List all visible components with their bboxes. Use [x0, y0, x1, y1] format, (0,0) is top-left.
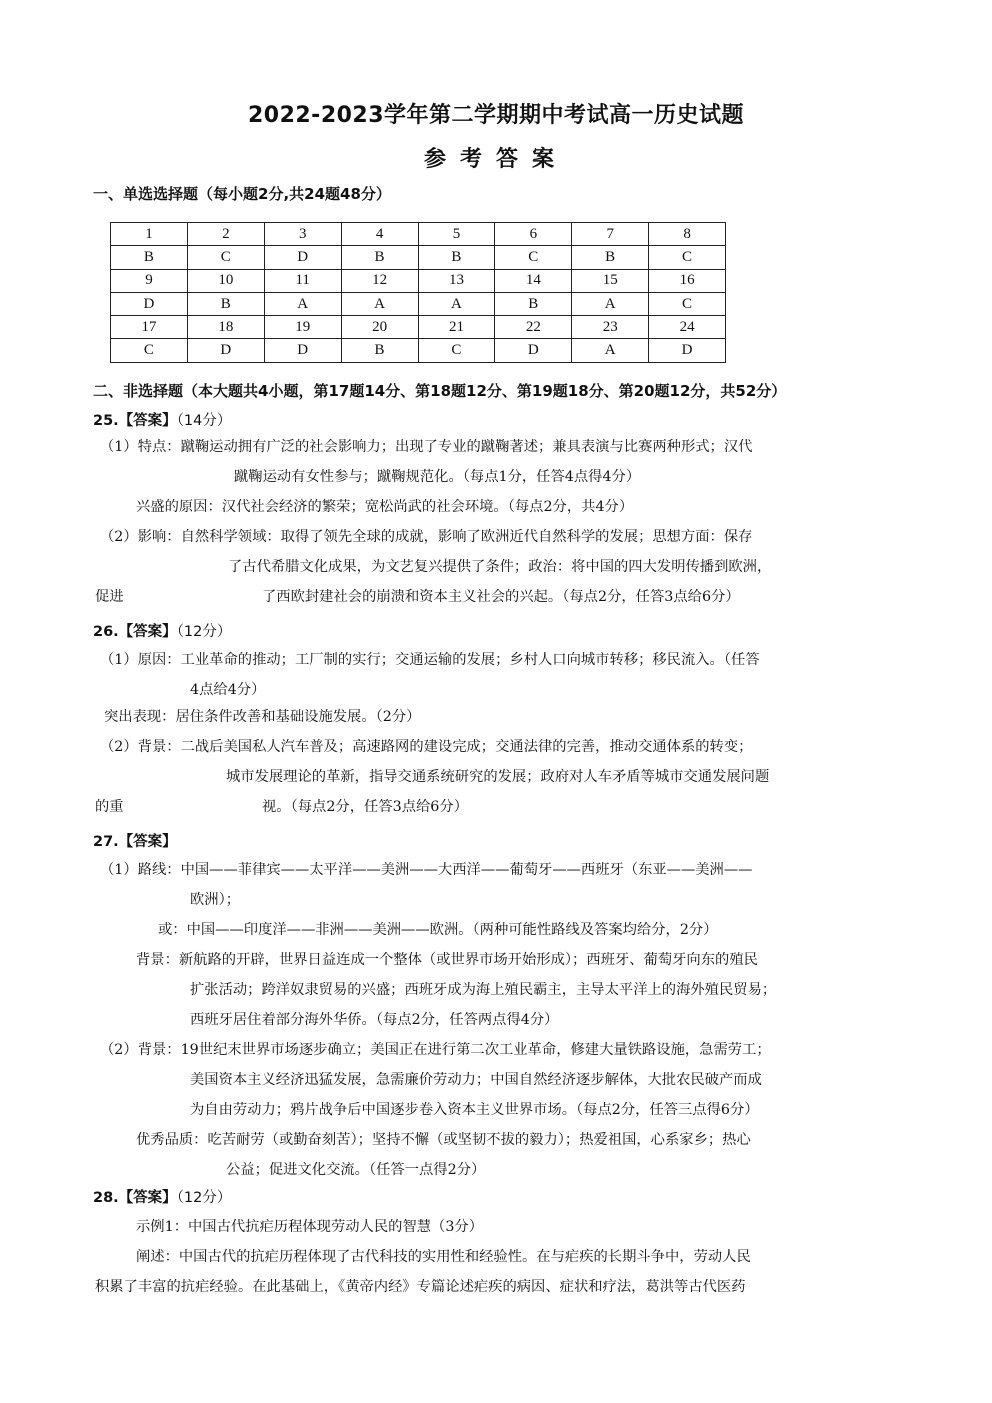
q25-line-5: 了古代希腊文化成果，为文艺复兴提供了条件；政治：将中国的四大发明传播到欧洲， — [228, 559, 772, 575]
answer-table-cell: 5 — [418, 223, 495, 246]
answer-table-cell: 22 — [495, 316, 572, 339]
answer-table-cell: C — [649, 246, 726, 269]
q26-line-1: （1）原因：工业革命的推动；工厂制的实行；交通运输的发展；乡村人口向城市转移；移民流入。（任答 — [100, 652, 760, 668]
q27-line-6: 西班牙居住着部分海外华侨。（每点2分，任答两点得4分） — [190, 1012, 559, 1028]
q26-line-3: 突出表现：居住条件改善和基础设施发展。（2分） — [104, 709, 421, 725]
answer-table-cell: B — [418, 246, 495, 269]
answer-table-cell: B — [495, 292, 572, 315]
q27-line-11: 公益；促进文化交流。（任答一点得2分） — [226, 1162, 486, 1178]
page-title: 2022-2023学年第二学期期中考试高一历史试题 — [247, 103, 745, 128]
answer-table-row — [111, 339, 726, 362]
q27-line-4: 背景：新航路的开辟，世界日益连成一个整体（或世界市场开始形成）；西班牙、葡萄牙向东的殖民 — [136, 952, 758, 968]
q26-line-6: 视。（每点2分，任答3点给6分） — [262, 799, 468, 815]
section-2-heading: 二、非选择题（本大题共4小题，第17题14分、第18题12分、第19题18分、第20题12分，共52分） — [93, 382, 787, 400]
q26-line-4: （2）背景：二战后美国私人汽车普及；高速路网的建设完成；交通法律的完善，推动交通体系的转变； — [100, 739, 753, 755]
answer-table-cell: B — [341, 246, 418, 269]
answer-table-cell: 7 — [572, 223, 649, 246]
answer-table-cell: 23 — [572, 316, 649, 339]
answer-table-cell: C — [495, 246, 572, 269]
answer-table-cell: B — [341, 339, 418, 362]
q27-line-1: （1）路线：中国——菲律宾——太平洋——美洲——大西洋——葡萄牙——西班牙（东亚——美洲—— — [100, 862, 753, 878]
q28-heading — [93, 1186, 231, 1207]
q27-line-8: 美国资本主义经济迅猛发展，急需廉价劳动力；中国自然经济逐步解体，大批农民破产而成 — [190, 1072, 762, 1088]
answer-table-cell: 11 — [264, 269, 341, 292]
q26-line-5: 城市发展理论的革新，指导交通系统研究的发展；政府对人车矛盾等城市交通发展问题 — [226, 769, 770, 785]
answer-table-cell: 24 — [649, 316, 726, 339]
answer-table — [110, 222, 726, 363]
answer-table-cell: A — [418, 292, 495, 315]
answer-table-cell: 19 — [264, 316, 341, 339]
q27-line-10: 优秀品质：吃苦耐劳（或勤奋刻苦）；坚持不懈（或坚韧不拔的毅力）；热爱祖国，心系家乡；热心 — [136, 1132, 751, 1148]
q25-line-3: 兴盛的原因：汉代社会经济的繁荣；宽松尚武的社会环境。（每点2分，共4分） — [136, 499, 634, 515]
answer-table-cell: D — [649, 339, 726, 362]
answer-table-cell: 10 — [187, 269, 264, 292]
answer-table-cell: D — [495, 339, 572, 362]
answer-table-row — [111, 246, 726, 269]
answer-table-cell: C — [111, 339, 188, 362]
answer-table-cell: 4 — [341, 223, 418, 246]
answer-table-cell: 21 — [418, 316, 495, 339]
q28-score: （12分） — [176, 1190, 232, 1206]
answer-table-cell: A — [572, 292, 649, 315]
answer-table-cell: 9 — [111, 269, 188, 292]
q27-line-5: 扩张活动；跨洋奴隶贸易的兴盛；西班牙成为海上殖民霸主，主导太平洋上的海外殖民贸易； — [190, 982, 777, 998]
q25-line-6: 了西欧封建社会的崩溃和资本主义社会的兴起。（每点2分，任答3点给6分） — [262, 589, 740, 605]
answer-table-cell: A — [264, 292, 341, 315]
answer-table-cell: 13 — [418, 269, 495, 292]
answer-table-row — [111, 316, 726, 339]
q28-line-2: 阐述：中国古代的抗疟历程体现了古代科技的实用性和经验性。在与疟疾的长期斗争中，劳动人民 — [136, 1249, 751, 1265]
answer-table-cell: A — [572, 339, 649, 362]
answer-table-cell: B — [187, 292, 264, 315]
answer-table-row — [111, 223, 726, 246]
answer-table-cell: C — [649, 292, 726, 315]
answer-table-cell: B — [572, 246, 649, 269]
answer-table-cell: 14 — [495, 269, 572, 292]
q27-line-9: 为自由劳动力；鸦片战争后中国逐步卷入资本主义世界市场。（每点2分，任答三点得6分） — [190, 1102, 759, 1118]
q25-line-6-prefix: 促进 — [95, 589, 124, 605]
answer-table-row — [111, 269, 726, 292]
q26-score: （12分） — [176, 624, 232, 640]
answer-table-cell: 3 — [264, 223, 341, 246]
q25-line-1: （1）特点：蹴鞠运动拥有广泛的社会影响力；出现了专业的蹴鞠著述；兼具表演与比赛两种形式；汉代 — [100, 439, 753, 455]
answer-table-cell: C — [418, 339, 495, 362]
q27-line-2: 欧洲）； — [190, 892, 241, 908]
answer-table-cell: 18 — [187, 316, 264, 339]
q27-heading: 27.【答案】 — [93, 834, 177, 850]
answer-table-cell: D — [264, 246, 341, 269]
q25-line-4: （2）影响：自然科学领域：取得了领先全球的成就，影响了欧洲近代自然科学的发展；思想方面：保存 — [100, 529, 753, 545]
q26-label: 26.【答案】 — [93, 624, 177, 640]
q26-heading — [93, 620, 231, 641]
q27-line-7: （2）背景：19世纪末世界市场逐步确立；美国正在进行第二次工业革命，修建大量铁路设施，急需劳工； — [100, 1042, 771, 1058]
answer-table-cell: 1 — [111, 223, 188, 246]
q28-label: 28.【答案】 — [93, 1190, 177, 1206]
q26-line-6-prefix: 的重 — [95, 799, 124, 815]
answer-table-cell: D — [187, 339, 264, 362]
q25-heading — [93, 409, 231, 430]
answer-table-cell: D — [264, 339, 341, 362]
q25-line-2: 蹴鞠运动有女性参与；蹴鞠规范化。（每点1分，任答4点得4分） — [234, 469, 641, 485]
answer-table-cell: D — [111, 292, 188, 315]
answer-table-cell: 16 — [649, 269, 726, 292]
q27-line-3: 或：中国——印度洋——非洲——美洲——欧洲。（两种可能性路线及答案均给分，2分） — [158, 922, 718, 938]
q25-label: 25.【答案】 — [93, 413, 177, 429]
section-1-heading: 一、单选选择题（每小题2分,共24题48分） — [93, 185, 391, 203]
q26-line-2: 4点给4分） — [190, 682, 266, 698]
answer-table-cell: C — [187, 246, 264, 269]
page-subtitle: 参考答案 — [423, 147, 568, 172]
answer-table-cell: 6 — [495, 223, 572, 246]
q28-line-1: 示例1：中国古代抗疟历程体现劳动人民的智慧（3分） — [136, 1219, 484, 1235]
answer-table-cell: 17 — [111, 316, 188, 339]
answer-table-cell: 20 — [341, 316, 418, 339]
q28-line-3: 积累了丰富的抗疟经验。在此基础上，《黄帝内经》专篇论述疟疾的病因、症状和疗法，葛洪等古代医药 — [95, 1279, 746, 1295]
q25-score: （14分） — [176, 413, 232, 429]
answer-table-cell: 15 — [572, 269, 649, 292]
answer-table-cell: B — [111, 246, 188, 269]
answer-table-cell: A — [341, 292, 418, 315]
answer-table-cell: 8 — [649, 223, 726, 246]
answer-table-cell: 2 — [187, 223, 264, 246]
answer-table-row — [111, 292, 726, 315]
answer-table-cell: 12 — [341, 269, 418, 292]
